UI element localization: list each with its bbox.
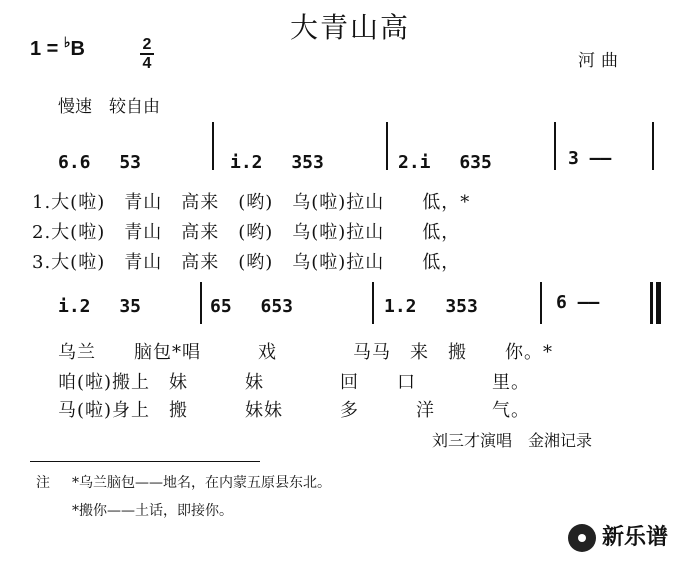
barline xyxy=(386,122,388,170)
final-barline xyxy=(650,282,653,324)
footnote-1: *乌兰脑包——地名，在内蒙五原县东北。 xyxy=(72,475,331,491)
measure-7: 1.2 353 xyxy=(384,296,478,317)
measure-5: i.2 35 xyxy=(58,296,142,317)
lyric-line: 3.大(啦) 青山 高来 (哟) 乌(啦)拉山 低， xyxy=(32,252,461,273)
barline xyxy=(554,122,556,170)
region-label: 河曲 xyxy=(578,51,624,71)
tempo-marking: 慢速 较自由 xyxy=(58,97,160,117)
performer-credit: 刘三才演唱 金湘记录 xyxy=(432,431,593,450)
lyric-line: 2.大(啦) 青山 高来 (哟) 乌(啦)拉山 低， xyxy=(32,222,461,243)
measure-4: 3 —— xyxy=(568,148,612,169)
meter-top: 2 xyxy=(142,36,152,53)
barline xyxy=(372,282,374,324)
meter-bottom: 4 xyxy=(142,55,152,72)
barline xyxy=(200,282,202,324)
measure-1: 6.6 53 xyxy=(58,152,142,173)
site-logo xyxy=(568,520,668,552)
measure-2: i.2 353 xyxy=(230,152,324,173)
lyric-line: 1.大(啦) 青山 高来 (哟) 乌(啦)拉山 低，* xyxy=(32,192,471,213)
lyric-line: 咱(啦)搬上 妹 妹 回 口 里。 xyxy=(58,372,531,393)
measure-8: 6 —— xyxy=(556,292,600,313)
footnote-divider xyxy=(30,461,260,462)
key-prefix: 1 = xyxy=(30,38,59,60)
footnote-label: 注 xyxy=(36,475,50,491)
logo-text: 新乐谱 xyxy=(602,525,669,550)
barline xyxy=(540,282,542,324)
flat-sign: ♭ xyxy=(63,34,71,50)
footnote-2: *搬你——土话，即接你。 xyxy=(72,503,233,519)
key-signature xyxy=(30,34,85,61)
song-title: 大青山高 xyxy=(289,11,410,44)
lyric-line: 乌兰 脑包*唱 戏 马马 来 搬 你。* xyxy=(58,342,553,363)
barline xyxy=(652,122,654,170)
record-disc-icon xyxy=(568,524,596,552)
final-barline-thick xyxy=(656,282,661,324)
barline xyxy=(212,122,214,170)
measure-6: 65 653 xyxy=(210,296,294,317)
measure-3: 2.i 635 xyxy=(398,152,492,173)
lyric-line: 马(啦)身上 搬 妹妹 多 洋 气。 xyxy=(58,400,531,421)
key-note: B xyxy=(70,38,85,60)
time-signature xyxy=(140,36,154,72)
